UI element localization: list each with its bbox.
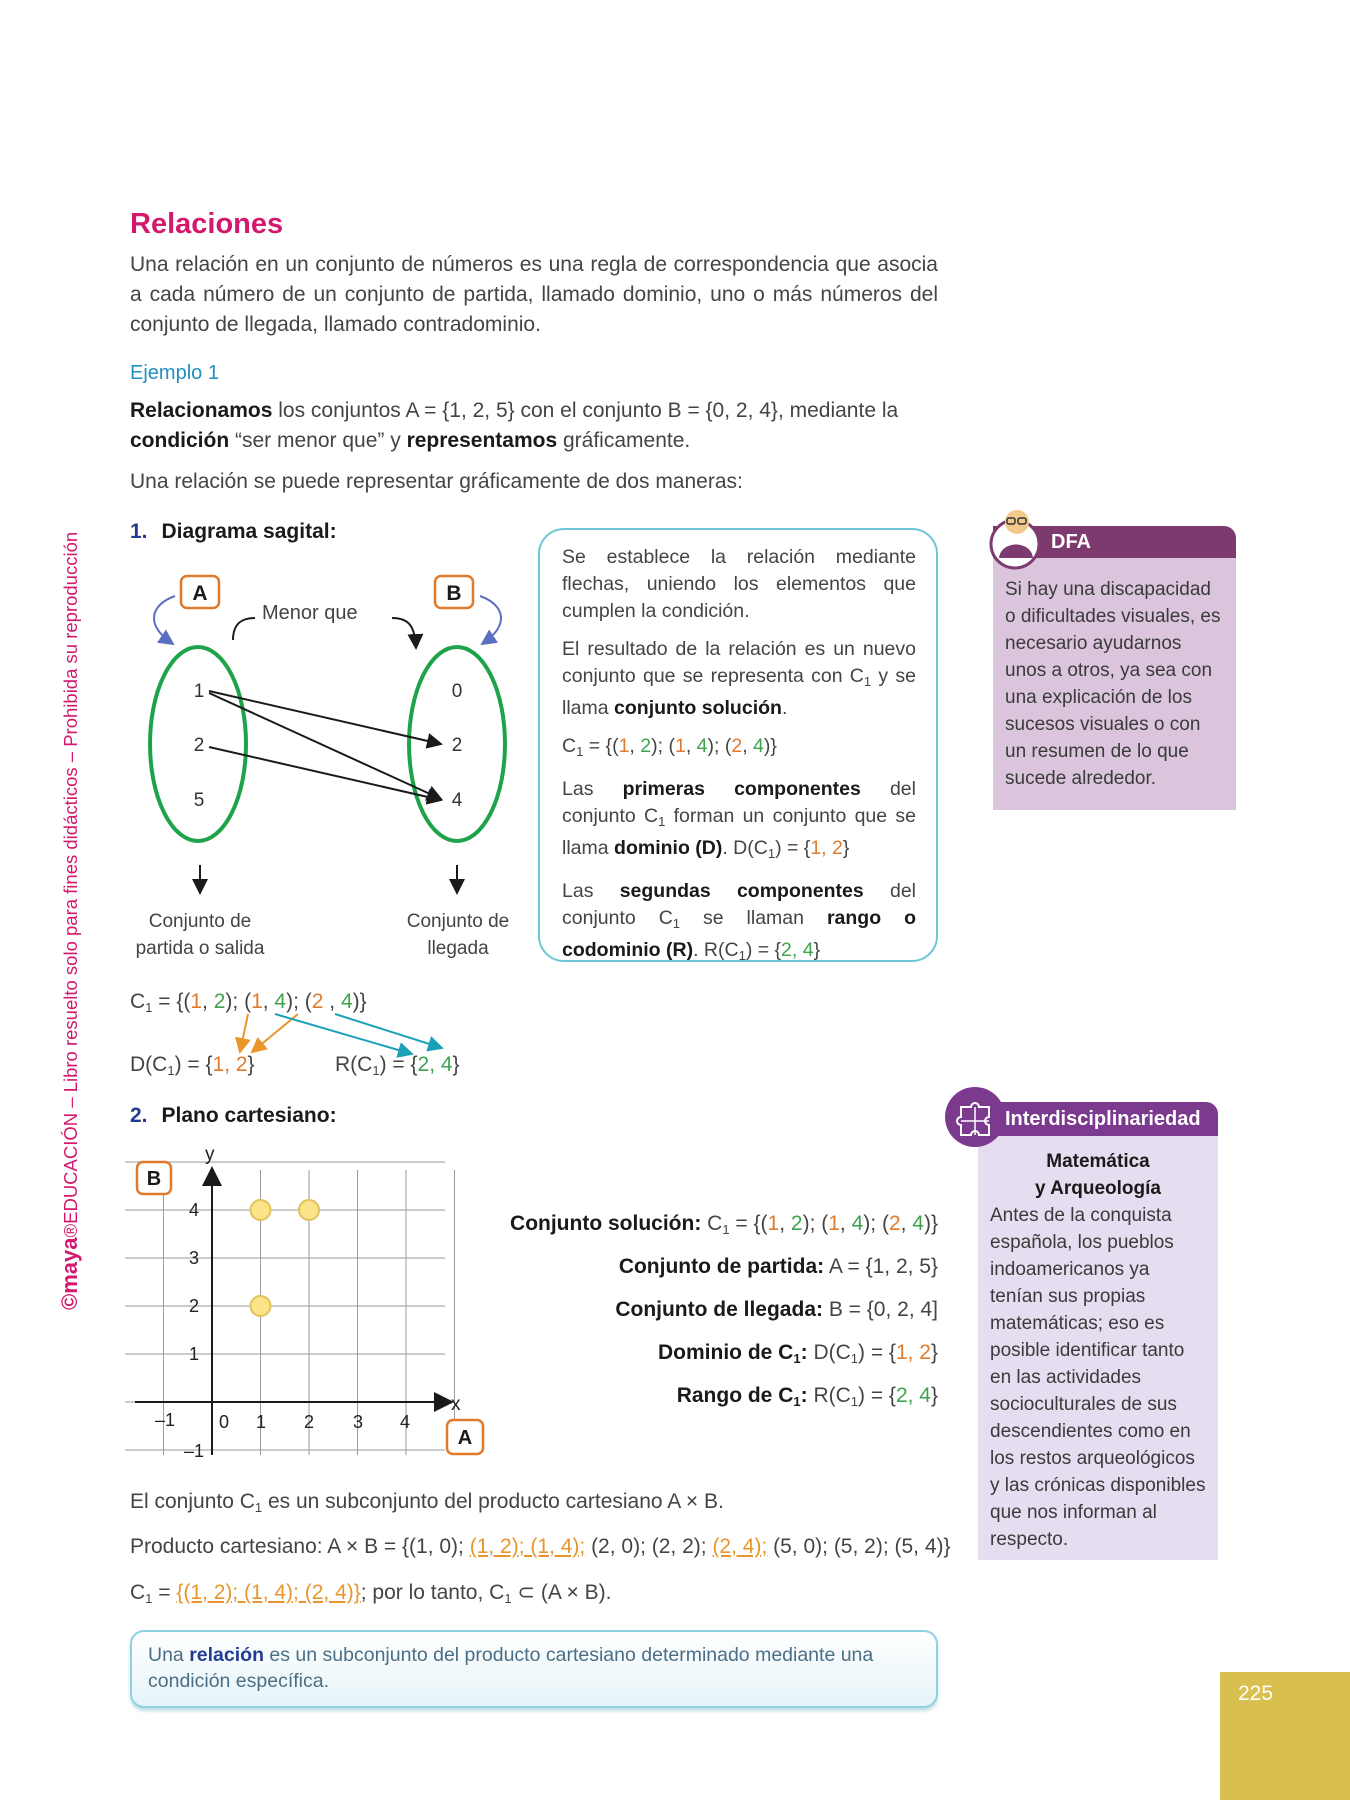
example-label: Ejemplo 1 (130, 362, 219, 384)
highlighted-pairs: (1, 2); (1, 4); (469, 1535, 586, 1558)
text-span: C (130, 990, 146, 1013)
y-axis-label: y (205, 1144, 215, 1165)
text-span: gráficamente. (557, 429, 691, 452)
set-b-element: 4 (451, 790, 463, 811)
subscript: 1 (850, 1394, 858, 1409)
set-a-element: 2 (193, 735, 205, 756)
num: 4 (753, 735, 764, 757)
inter-subtitle: Matemática (1046, 1151, 1150, 1172)
a-axis-tag-label: A (457, 1427, 473, 1449)
relation-arrow-right (392, 618, 416, 648)
set-a-element: 1 (193, 681, 205, 702)
set-b-element: 0 (451, 681, 463, 702)
summary-range: Rango de $C_1$: $R(C_1) = \{2$, 4} (676, 1384, 938, 1409)
x-tick-label: 4 (399, 1412, 411, 1432)
x-tick-label: –1 (154, 1410, 176, 1430)
relation-label: Menor que (262, 602, 358, 624)
text-span: C (707, 1212, 723, 1235)
num: 1 (251, 990, 263, 1013)
text-span: es un subconjunto del producto cartesiano determinado mediante una condición específica. (148, 1644, 874, 1692)
num: 2 (213, 990, 226, 1013)
set-b-curve-arrow (480, 596, 501, 644)
subscript: 1 (738, 948, 746, 963)
arrow-to-range (275, 1014, 412, 1054)
brand-mark: ©maya (57, 1237, 82, 1310)
subscript: 1 (793, 1351, 801, 1366)
explanation-box (538, 528, 938, 962)
num: 2 (640, 735, 652, 757)
x-axis-label: x (451, 1394, 461, 1415)
text-span: El conjunto C (130, 1490, 255, 1513)
puzzle-icon (943, 1085, 1007, 1149)
subscript: 1 (722, 1222, 730, 1237)
intro-paragraph: Una relación en un conjunto de números es una regla de correspondencia que asocia a cada número de un conjunto de partida, llamado dominio, uno o más números del conjunto de llegada, llamado contradominio. (130, 253, 938, 336)
subscript: 1 (372, 1063, 380, 1078)
arrow-to-domain (240, 1014, 248, 1052)
bold-word: Conjunto de llegada: (615, 1298, 823, 1321)
text-span: Producto cartesiano: A × B = {(1, 0); (130, 1535, 470, 1558)
cartesian-plane (125, 1140, 495, 1470)
text-span: R(C (335, 1053, 373, 1076)
text-span: . R(C (693, 939, 739, 961)
num: 1 (767, 1212, 780, 1235)
llegada-label (378, 908, 538, 962)
num: 4 (912, 1212, 924, 1235)
bold-word: representamos (406, 429, 558, 452)
data-point (251, 1296, 271, 1316)
text-span: ⊂ (A × B). (511, 1581, 612, 1604)
label-line: llegada (427, 938, 489, 959)
subscript: 1 (850, 1351, 858, 1366)
cartesian-product-line (130, 1535, 951, 1559)
text-span: = (152, 1581, 177, 1604)
inter-header: Interdisciplinariedad (958, 1102, 1218, 1136)
num: 2 (731, 735, 743, 757)
text-span: . (781, 697, 788, 719)
person-icon (985, 508, 1045, 572)
x-tick-label: 3 (352, 1412, 364, 1432)
summary-llegada (615, 1298, 938, 1322)
inter-body (978, 1136, 1218, 1560)
text-span: ; por lo tanto, C (360, 1581, 505, 1604)
num: 1, 2 (810, 837, 843, 859)
summary-solution: Conjunto solución: $C_1 = \{(1$, 2); (1, 4); (2, 4)} (510, 1212, 938, 1237)
b-axis-tag-label: B (146, 1168, 162, 1190)
label-line: partida o salida (135, 938, 265, 959)
label-line: Conjunto de (406, 911, 510, 932)
c1-set-line: $C_1 = \{(1$, 2); (1, 4); (2 , 4)} (130, 990, 367, 1015)
num: 1, 2 (212, 1053, 248, 1076)
y-tick-label: 4 (188, 1200, 199, 1220)
num: 2 (790, 1212, 803, 1235)
x-tick-label: 1 (255, 1412, 267, 1432)
num: 1 (190, 990, 203, 1013)
subscript: 1 (793, 1394, 801, 1409)
num: 1, 2 (895, 1341, 931, 1364)
text-span: (5, 0); (5, 2); (5, 4)} (767, 1535, 951, 1558)
num: 2 (311, 990, 330, 1013)
dfa-body: Si hay una discapacidad o dificultades visuales, es necesario ayudarnos unos a otros, ya sea con una explicación de los sucesos visuales o con un resumen de lo que sucede alrededor. (993, 558, 1236, 810)
bold-word: Relacionamos (130, 399, 273, 422)
explain-p2 (562, 636, 916, 722)
text-span: D(C (813, 1341, 851, 1364)
range-line: $R(C_1) = \{2$, 4} (335, 1053, 460, 1078)
text-span: Las (562, 880, 620, 902)
set-a-curve-arrow (154, 596, 175, 644)
num: 4 (851, 1212, 864, 1235)
text-span: C (562, 735, 577, 757)
data-point (299, 1200, 319, 1220)
section-number: 2. (130, 1104, 148, 1127)
text-span: es un subconjunto del producto cartesiano A × B. (262, 1490, 724, 1513)
text-span: . D(C (722, 837, 768, 859)
subscript: 1 (145, 1000, 153, 1015)
data-point (251, 1200, 271, 1220)
set-b-label: B (446, 582, 462, 605)
text-span: y se llama (562, 665, 916, 719)
inter-text: Antes de la conquista española, los pueblos indoamericanos ya tenían sus propias matemáticas; eso es posible identificar tanto en las actividades socioculturales de sus descendientes como en los restos arqueológicos y las crónicas disponibles que nos informan al respecto. (990, 1205, 1206, 1550)
ways-text: Una relación se puede representar gráficamente de dos maneras: (130, 470, 743, 493)
bold-word: segundas componentes (619, 880, 864, 902)
section-number: 1. (130, 520, 148, 543)
credit-text: ®EDUCACIÓN – Libro resuelto solo para fines didácticos – Prohibida su reproducción (60, 531, 81, 1238)
highlighted-pairs: {(1, 2); (1, 4); (2, 4)} (176, 1581, 361, 1604)
bold-word: Dominio de C (658, 1341, 794, 1364)
bold-word: primeras componentes (622, 778, 861, 800)
definition-box (130, 1630, 938, 1708)
bold-word: conjunto solución (614, 697, 782, 719)
y-tick-label: 3 (188, 1248, 199, 1268)
x-tick-label: 2 (303, 1412, 315, 1432)
num: 1 (618, 735, 630, 757)
subscript: 1 (504, 1591, 512, 1606)
num: 2 (888, 1212, 901, 1235)
text-span: El resultado de la relación es un nuevo conjunto que se representa con C (562, 638, 916, 687)
text-span: Una (148, 1644, 190, 1666)
num: 1 (828, 1212, 840, 1235)
num: 4 (696, 735, 708, 757)
text-span: B = {0, 2, 4] (823, 1298, 938, 1321)
page-number: 225 (1220, 1672, 1350, 1800)
explain-p4: Las primeras componentes del conjunto $C_1$ forman un conjunto que se llama dominio (D). $D(C_1) = \{1$, 2} (562, 778, 916, 861)
text-span: “ser menor que” y (229, 429, 407, 452)
subscript: 1 (863, 674, 872, 689)
side-credit (52, 470, 88, 1310)
bold-word: Conjunto solución: (510, 1212, 702, 1235)
domain-line: $D(C_1) = \{1$, 2} (130, 1053, 255, 1078)
text-span: del conjunto C (562, 880, 916, 929)
num: 1 (674, 735, 686, 757)
text-span: R(C (813, 1384, 851, 1407)
bold-word: condición (130, 429, 230, 452)
text-span: forman un conjunto que se llama (562, 805, 916, 859)
summary-partida (619, 1255, 938, 1279)
subscript: 1 (672, 916, 681, 931)
subscript: 1 (576, 744, 584, 759)
relation-arrow-left-hook (233, 618, 255, 640)
subset-statement (130, 1490, 724, 1515)
num: 4 (340, 990, 353, 1013)
set-b-element: 2 (451, 735, 463, 756)
x-tick-label: 0 (218, 1412, 230, 1432)
example-text (130, 396, 950, 456)
bold-word: dominio (D) (614, 837, 723, 859)
inter-subtitle: y Arqueología (1035, 1178, 1161, 1199)
section-title: Diagrama sagital: (161, 520, 337, 543)
text-span: los conjuntos A = {1, 2, 5} con el conjunto B = {0, 2, 4}, mediante la (272, 399, 899, 422)
text-span: C (130, 1581, 146, 1604)
text-span: Las (562, 778, 623, 800)
num: 2, 4 (895, 1384, 931, 1407)
explain-p3: $C_1 = \{(1$, 2); (1, 4); (2, 4)} (562, 735, 777, 759)
text-span: del conjunto C (562, 778, 916, 827)
set-a-element: 5 (193, 790, 205, 811)
subscript: 1 (658, 814, 666, 829)
c1-subset-line (130, 1580, 611, 1606)
section-title: Plano cartesiano: (161, 1104, 337, 1127)
subscript: 1 (254, 1500, 263, 1515)
y-tick-label: 2 (188, 1296, 199, 1316)
label-line: Conjunto de (148, 911, 252, 932)
subscript: 1 (767, 846, 776, 861)
partida-label (120, 908, 280, 962)
num: 2, 4 (417, 1053, 453, 1076)
page-title: Relaciones (130, 208, 284, 240)
num: 2, 4 (781, 939, 814, 961)
explain-p1: Se establece la relación mediante flechas, uniendo los elementos que cumplen la condición. (562, 546, 916, 622)
set-a-label: A (192, 582, 208, 605)
text-span: D(C (130, 1053, 168, 1076)
explain-p5: Las segundas componentes del conjunto $C_1$ se llaman rango o codominio (R). $R(C_1) = \{2$, 4} (562, 880, 916, 963)
num: 4 (274, 990, 287, 1013)
dfa-header: DFA (993, 526, 1236, 558)
bold-word: rango o codominio (R) (562, 907, 916, 961)
bold-word: Rango de C (676, 1384, 794, 1407)
subscript: 1 (145, 1591, 153, 1606)
text-span: A = {1, 2, 5} (824, 1255, 938, 1278)
y-tick-label: –1 (183, 1441, 204, 1461)
bold-word: Conjunto de partida: (618, 1255, 825, 1278)
y-tick-label: 1 (188, 1344, 199, 1364)
section-heading-sagittal (130, 520, 337, 544)
text-span: (2, 0); (2, 2); (585, 1535, 713, 1558)
summary-domain: Dominio de $C_1$: $D(C_1) = \{1$, 2} (658, 1341, 938, 1366)
arrow-to-range (335, 1014, 442, 1048)
section-heading-cartesian (130, 1104, 337, 1128)
highlighted-pairs: (2, 4); (712, 1535, 768, 1558)
text-span: se llaman (680, 907, 827, 929)
bold-word: relación (189, 1644, 264, 1666)
subscript: 1 (167, 1063, 175, 1078)
